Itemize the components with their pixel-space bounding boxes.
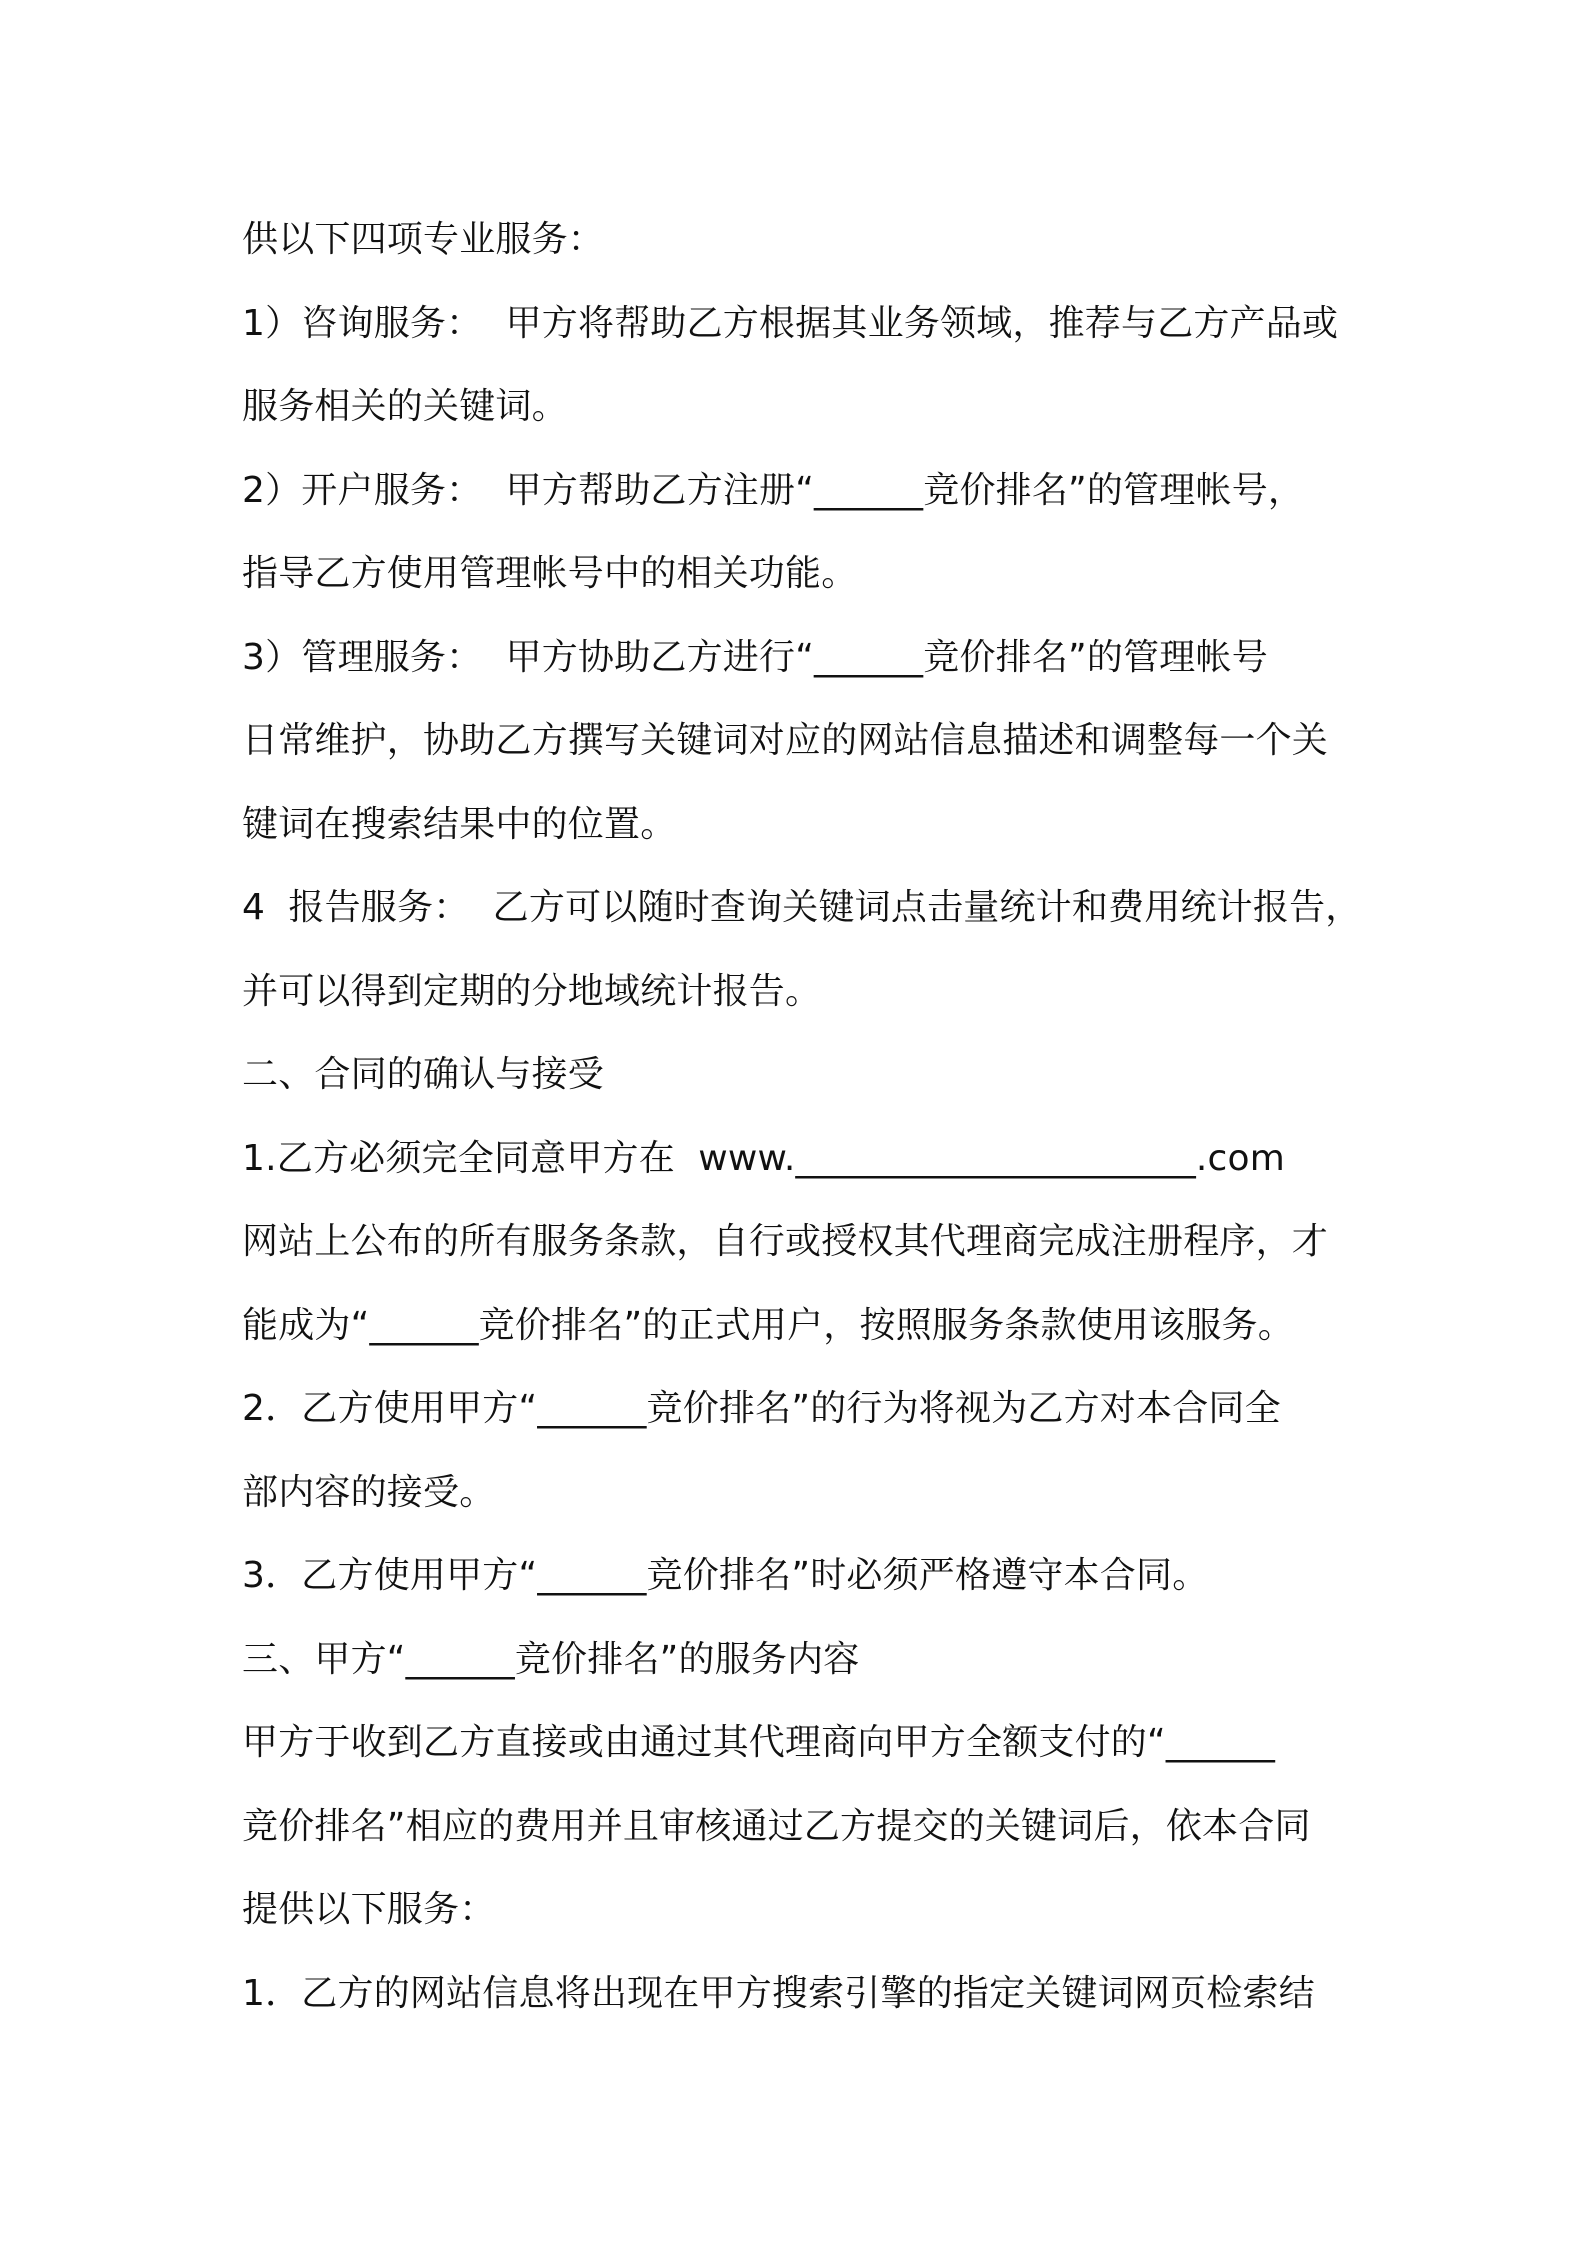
text-line: 竞价排名”相应的费用并且审核通过乙方提交的关键词后，依本合同 <box>242 1805 1311 1847</box>
text-line: 1．乙方的网站信息将出现在甲方搜索引擎的指定关键词网页检索结 <box>242 1972 1315 2014</box>
text-line: 甲方于收到乙方直接或由通过其代理商向甲方全额支付的“______ <box>242 1722 1276 1763</box>
section-heading: 三、甲方“______竞价排名”的服务内容 <box>242 1638 860 1680</box>
text-line: 并可以得到定期的分地域统计报告。 <box>242 970 822 1012</box>
text-line: 3．乙方使用甲方“______竞价排名”时必须严格遵守本合同。 <box>242 1555 1209 1596</box>
text-line: 部内容的接受。 <box>242 1471 496 1513</box>
text-line: 服务相关的关键词。 <box>242 386 568 427</box>
section-heading: 二、合同的确认与接受 <box>242 1054 605 1095</box>
text-line: 2）开户服务： 甲方帮助乙方注册“______竞价排名”的管理帐号， <box>242 469 1305 511</box>
text-line: 2．乙方使用甲方“______竞价排名”的行为将视为乙方对本合同全 <box>242 1388 1281 1429</box>
text-line: 指导乙方使用管理帐号中的相关功能。 <box>242 553 858 594</box>
text-line: 1.乙方必须完全同意甲方在 www.______________________.com <box>242 1137 1286 1179</box>
text-line: 提供以下服务： <box>242 1889 496 1930</box>
text-line: 供以下四项专业服务： <box>242 219 605 260</box>
text-line: 3）管理服务： 甲方协助乙方进行“______竞价排名”的管理帐号 <box>242 636 1268 678</box>
text-line: 日常维护，协助乙方撰写关键词对应的网站信息描述和调整每一个关 <box>242 720 1329 761</box>
text-line: 1）咨询服务： 甲方将帮助乙方根据其业务领域，推荐与乙方产品或 <box>242 302 1339 344</box>
text-line: 4 报告服务： 乙方可以随时查询关键词点击量统计和费用统计报告， <box>242 887 1362 928</box>
text-line: 能成为“______竞价排名”的正式用户，按照服务条款使用该服务。 <box>242 1304 1294 1346</box>
text-line: 键词在搜索结果中的位置。 <box>242 803 677 845</box>
text-line: 网站上公布的所有服务条款，自行或授权其代理商完成注册程序，才 <box>242 1221 1329 1262</box>
contract-text <box>242 198 1362 2035</box>
